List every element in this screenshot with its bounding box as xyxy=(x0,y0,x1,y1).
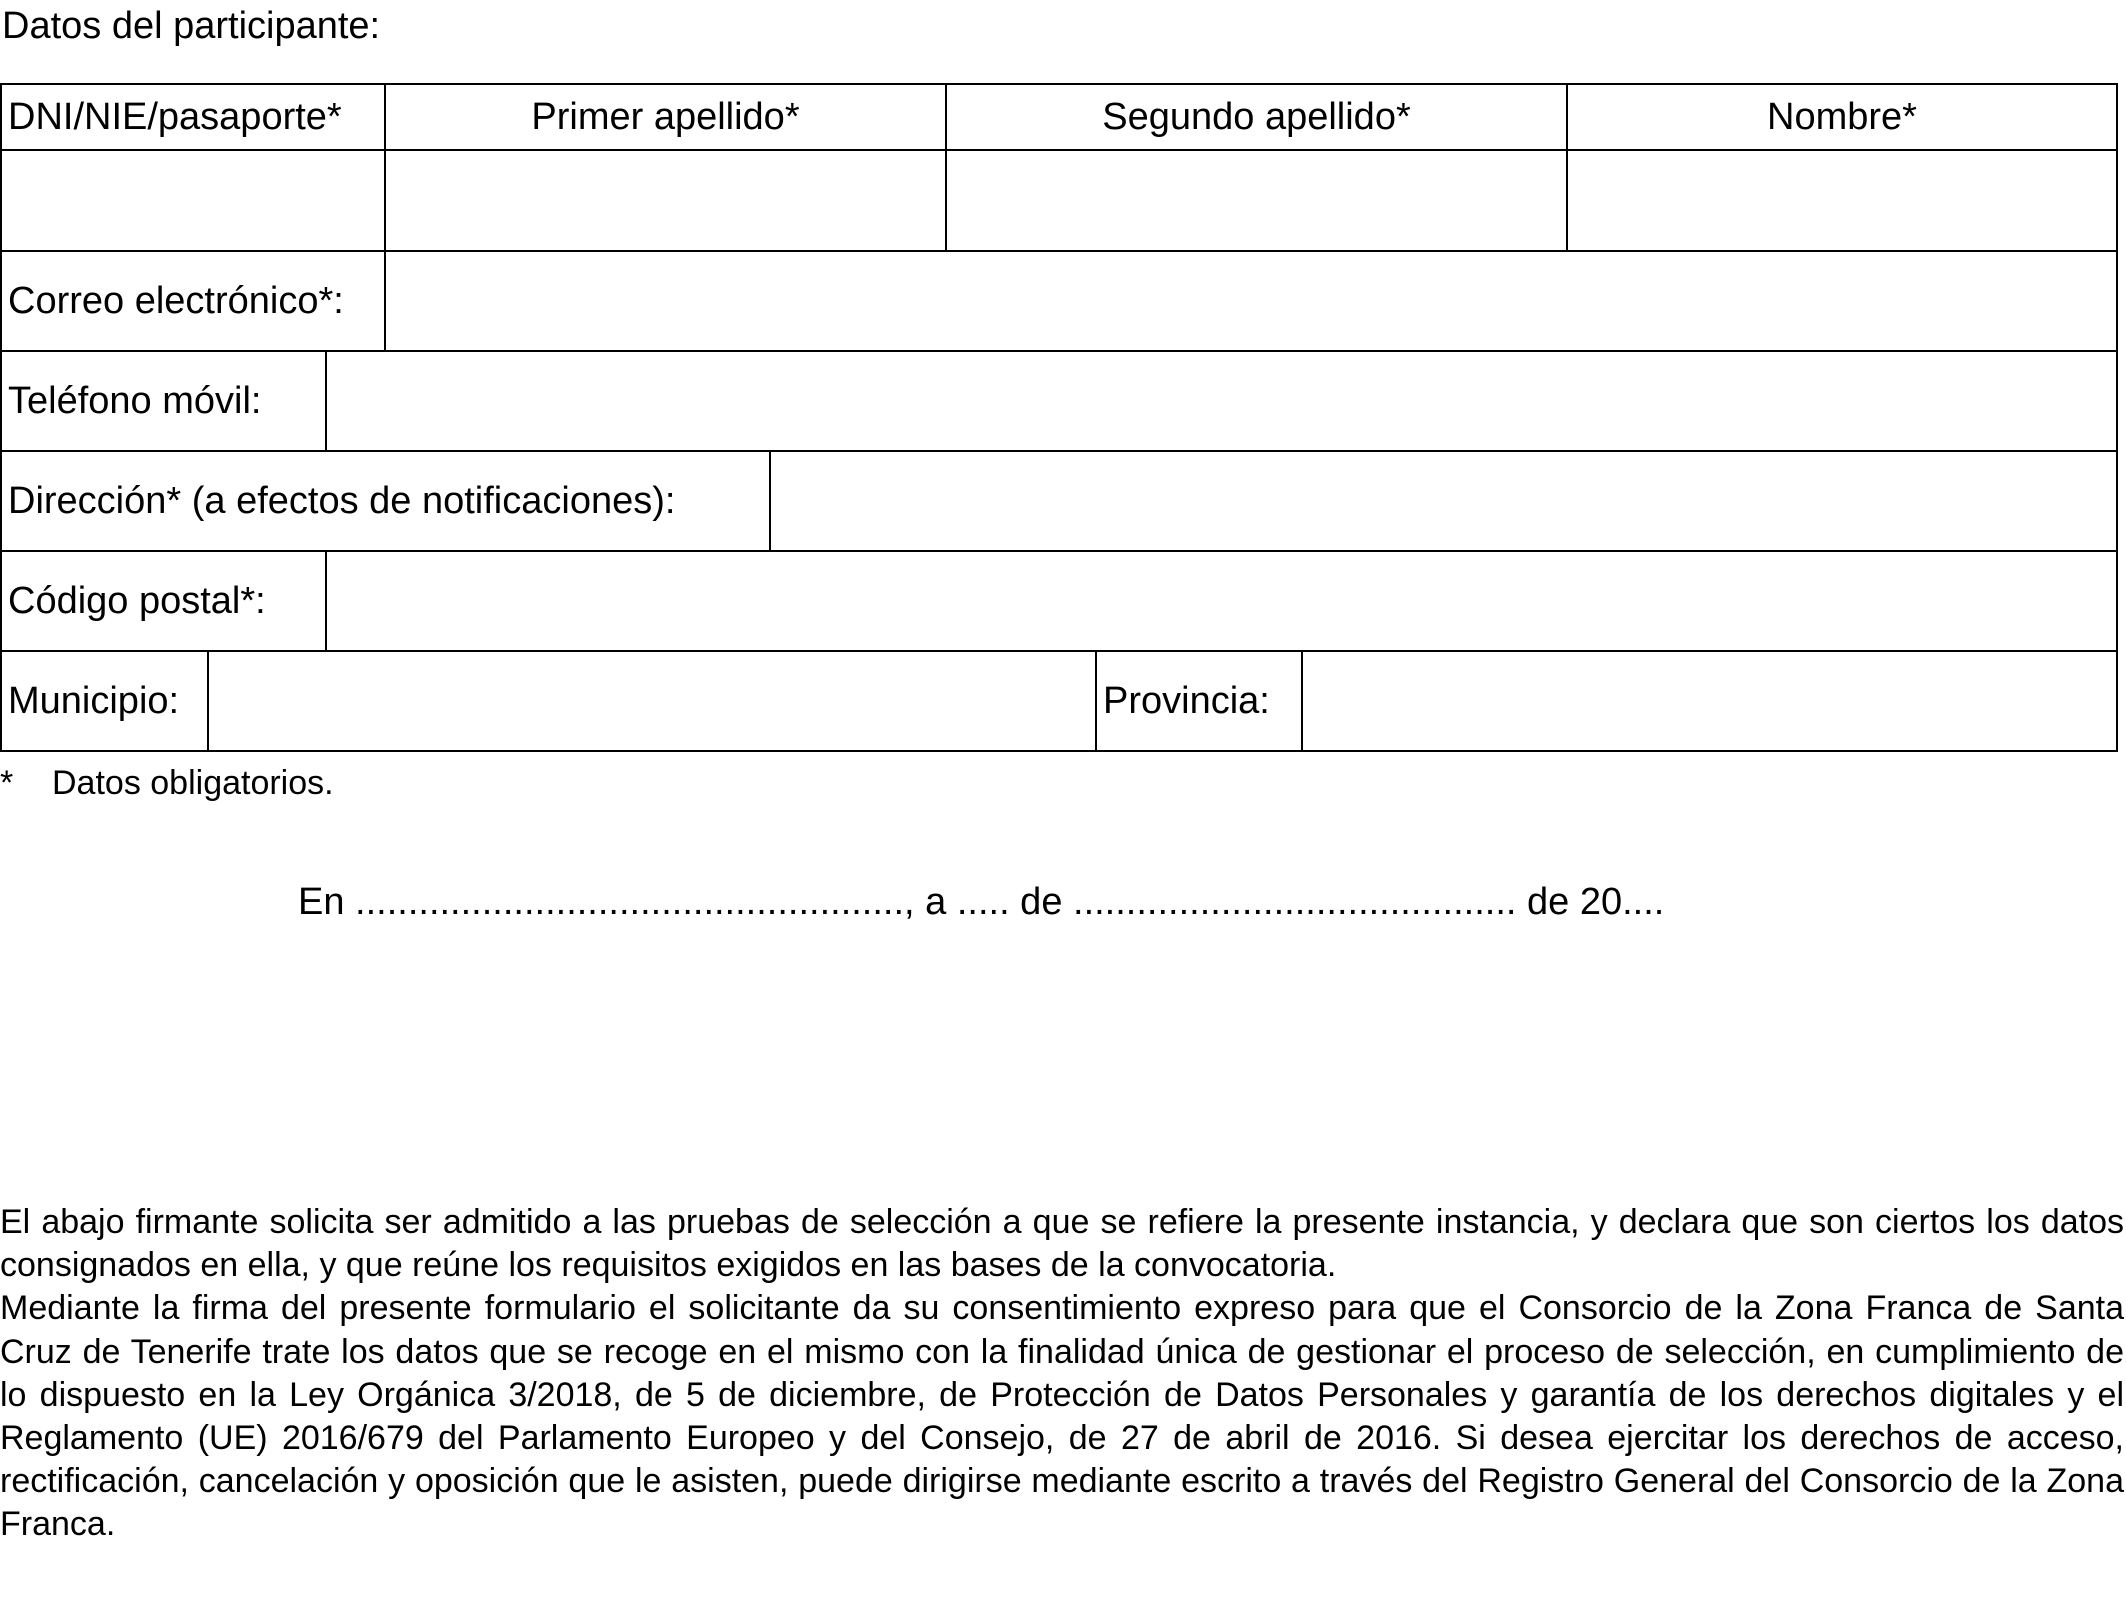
declaration-paragraph-2: Mediante la firma del presente formulario el solicitante da su consentimiento expreso para que el Consorcio de la Zona Franca de Santa Cruz de Tenerife trate los datos que se recoge en el mismo con la finalidad única de gestionar el proceso de selección, en cumplimiento de lo dispuesto en la Ley Orgánica 3/2018, de 5 de diciembre, de Protección de Datos Personales y garantía de los derechos digitales y el Reglamento (UE) 2016/679 del Parlamento Europeo y del Consejo, de 27 de abril de 2016. Si desea ejercitar los derechos de acceso, rectificación, cancelación y oposición que le asisten, puede dirigirse mediante escrito a través del Registro General del Consorcio de la Zona Franca. xyxy=(0,1289,2124,1544)
dni-header: DNI/NIE/pasaporte* xyxy=(0,83,386,151)
footnote-mark: * xyxy=(0,764,14,802)
correo-label: Correo electrónico*: xyxy=(0,250,386,352)
nombre-header: Nombre* xyxy=(1566,83,2118,151)
date-line[interactable]: En ...................................................., a ..... de .......................................... de 20.... xyxy=(298,881,1665,923)
segundo-apellido-header: Segundo apellido* xyxy=(945,83,1568,151)
dni-field[interactable] xyxy=(0,149,386,252)
provincia-field[interactable] xyxy=(1301,650,2118,752)
telefono-label: Teléfono móvil: xyxy=(0,350,327,452)
municipio-field[interactable] xyxy=(207,650,1097,752)
provincia-label: Provincia: xyxy=(1095,650,1303,752)
primer-apellido-field[interactable] xyxy=(384,149,947,252)
segundo-apellido-field[interactable] xyxy=(945,149,1568,252)
declaration xyxy=(0,1201,2124,1547)
direccion-field[interactable] xyxy=(769,450,2118,552)
direccion-label: Dirección* (a efectos de notificaciones): xyxy=(0,450,771,552)
municipio-label: Municipio: xyxy=(0,650,209,752)
primer-apellido-header: Primer apellido* xyxy=(384,83,947,151)
footnote-text: Datos obligatorios. xyxy=(52,764,334,802)
codigo-postal-label: Código postal*: xyxy=(0,550,327,652)
telefono-field[interactable] xyxy=(325,350,2118,452)
section-title: Datos del participante: xyxy=(2,5,381,47)
correo-field[interactable] xyxy=(384,250,2118,352)
codigo-postal-field[interactable] xyxy=(325,550,2118,652)
nombre-field[interactable] xyxy=(1566,149,2118,252)
footnote xyxy=(0,765,334,801)
declaration-paragraph-1: El abajo firmante solicita ser admitido a las pruebas de selección a que se refiere la presente instancia, y declara que son ciertos los datos consignados en ella, y que reúne los requisitos exigidos en las bases de la convocatoria. xyxy=(0,1203,2124,1285)
